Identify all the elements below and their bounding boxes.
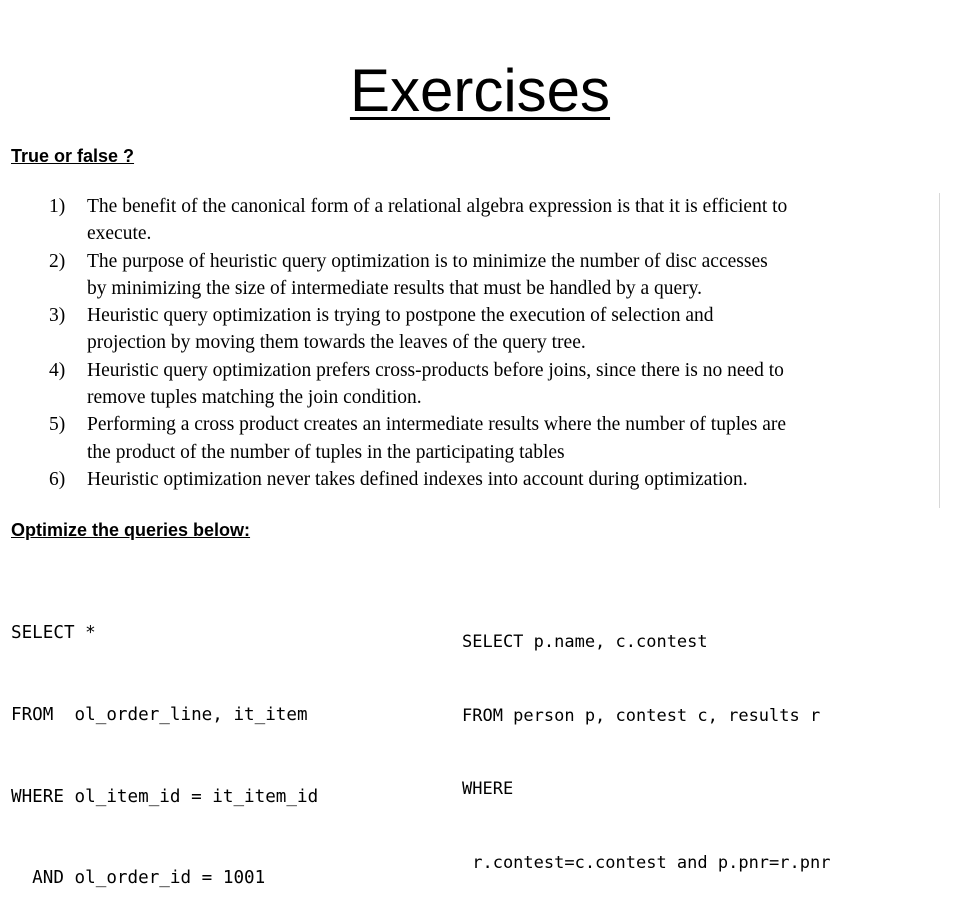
query-line: FROM ol_order_line, it_item bbox=[11, 705, 308, 726]
sql-query-2 bbox=[462, 581, 830, 900]
statement-3 bbox=[49, 302, 939, 357]
statement-line: the product of the number of tuples in the participating tables bbox=[87, 441, 565, 463]
query-line: SELECT * bbox=[11, 623, 96, 644]
statement-line: Heuristic query optimization prefers cross-products before joins, since there is no need to bbox=[87, 359, 784, 381]
statement-2 bbox=[49, 248, 939, 303]
statement-4 bbox=[49, 357, 939, 412]
statement-number: 5) bbox=[49, 414, 66, 436]
statement-line: The benefit of the canonical form of a relational algebra expression is that it is efficient to bbox=[87, 196, 788, 217]
query-line: WHERE bbox=[462, 779, 514, 799]
statement-line: projection by moving them towards the leaves of the query tree. bbox=[87, 332, 586, 354]
statement-line: Heuristic query optimization is trying to postpone the execution of selection and bbox=[87, 305, 714, 327]
query-line: FROM person p, contest c, results r bbox=[462, 705, 821, 726]
statement-line: execute. bbox=[87, 223, 152, 245]
statement-line: Heuristic optimization never takes defined indexes into account during optimization. bbox=[87, 468, 748, 490]
statement-1 bbox=[49, 193, 939, 248]
statement-line: Performing a cross product creates an intermediate results where the number of tuples are bbox=[87, 414, 787, 436]
statement-6 bbox=[49, 466, 939, 493]
statement-number: 2) bbox=[49, 250, 66, 272]
statement-line: The purpose of heuristic query optimization is to minimize the number of disc accesses bbox=[87, 250, 768, 272]
statement-list bbox=[49, 193, 940, 508]
statement-line: remove tuples matching the join condition. bbox=[87, 387, 422, 409]
statement-5 bbox=[49, 411, 939, 466]
statement-line: by minimizing the size of intermediate results that must be handled by a query. bbox=[87, 277, 702, 299]
query-line: AND ol_order_id = 1001 bbox=[11, 868, 266, 889]
slide-title: Exercises bbox=[349, 57, 611, 124]
query-line: SELECT p.name, c.contest bbox=[462, 632, 708, 652]
optimize-heading: Optimize the queries below: bbox=[11, 520, 251, 540]
statement-number: 4) bbox=[49, 359, 66, 381]
true-false-heading: True or false ? bbox=[11, 146, 135, 166]
statement-number: 6) bbox=[49, 468, 66, 490]
statement-number: 1) bbox=[49, 196, 66, 217]
query-line: WHERE ol_item_id = it_item_id bbox=[11, 786, 319, 807]
sql-query-1 bbox=[11, 566, 318, 920]
query-line: r.contest=c.contest and p.pnr=r.pnr bbox=[462, 852, 831, 873]
statement-number: 3) bbox=[49, 305, 66, 327]
